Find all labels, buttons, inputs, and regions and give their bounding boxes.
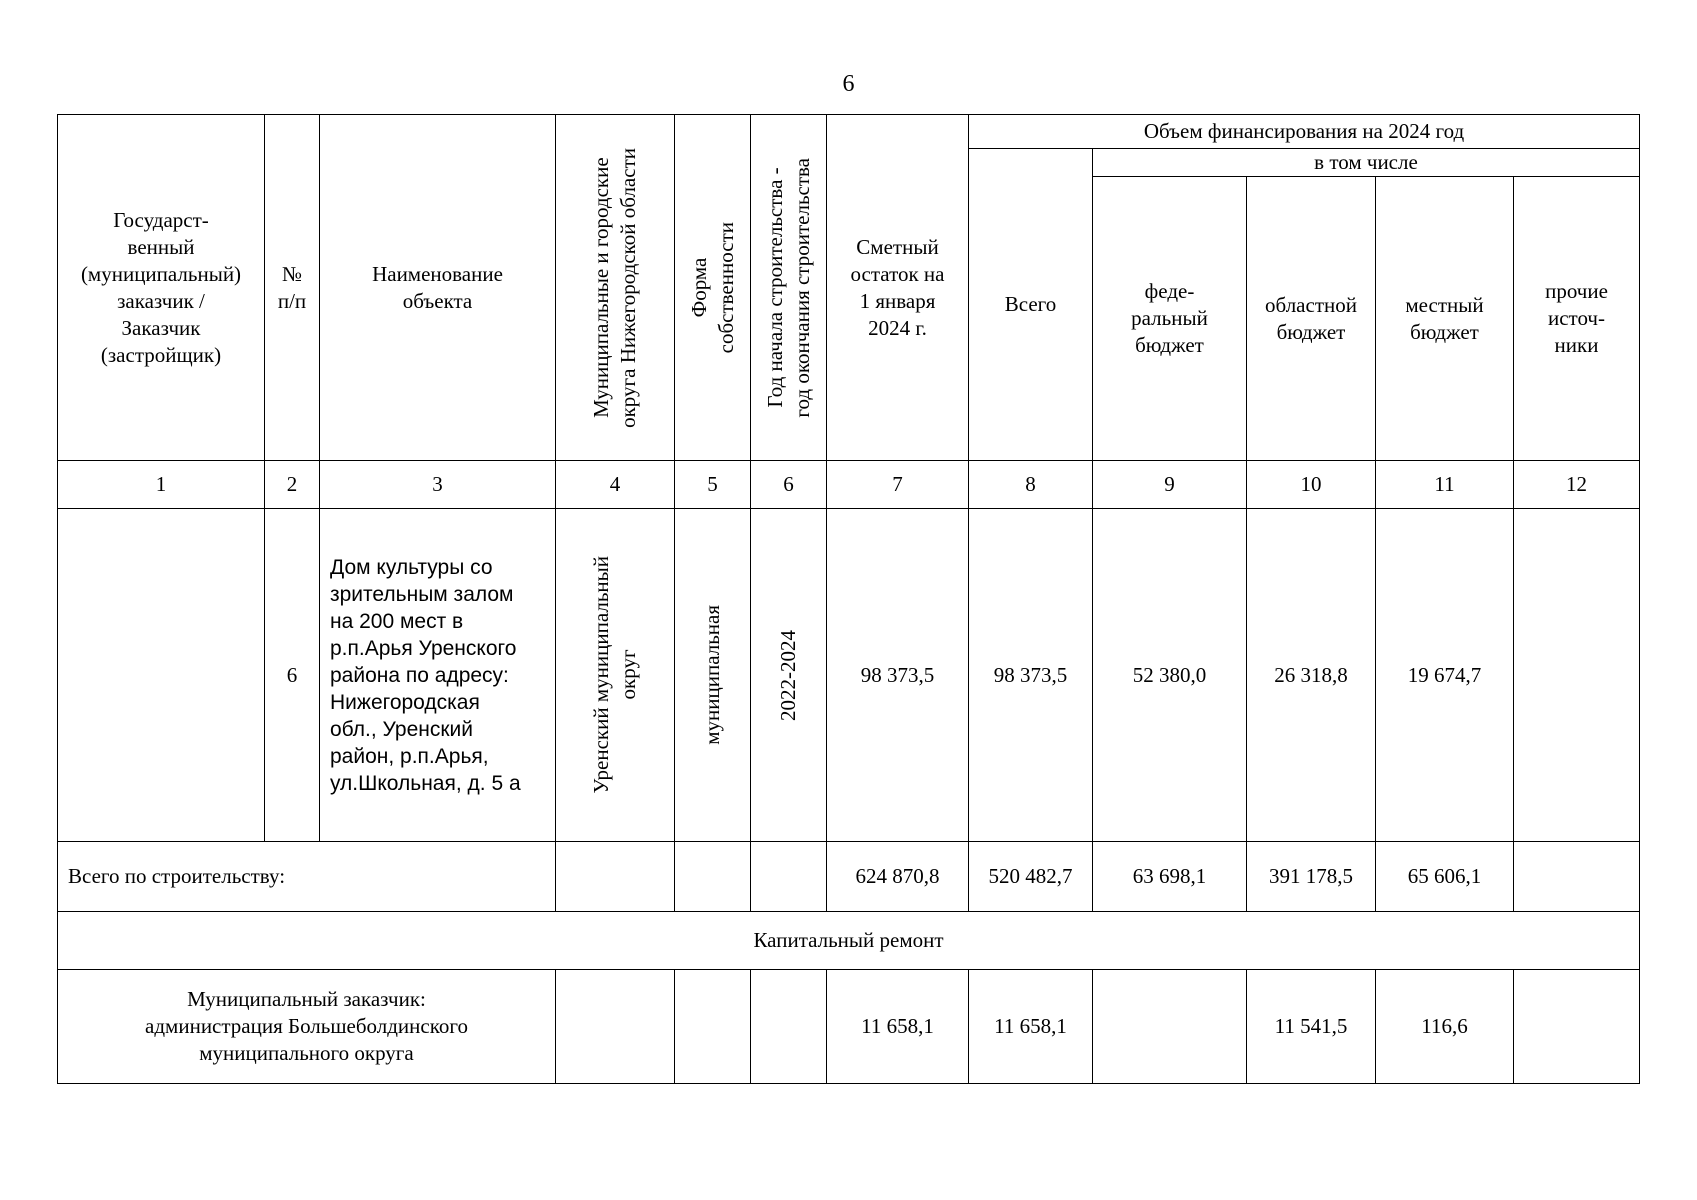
header-other: прочие источ- ники [1514, 177, 1640, 461]
customer-empty-cell [751, 970, 827, 1084]
page-number: 6 [842, 71, 855, 97]
financing-table [57, 114, 1640, 1084]
table-row-total [58, 842, 1640, 912]
object-years-text: 2022-2024 [776, 629, 800, 721]
customer-other-cell [1514, 970, 1640, 1084]
customer-empty-cell [556, 970, 675, 1084]
customer-total-cell: 11 658,1 [969, 970, 1093, 1084]
object-customer-cell [58, 509, 265, 842]
total-empty-cell [675, 842, 751, 912]
object-other-cell [1514, 509, 1640, 842]
header-municipality-text: Муниципальные и городские округа Нижегородской области [589, 147, 640, 428]
object-municipality-cell [556, 509, 675, 842]
total-regional-cell: 391 178,5 [1247, 842, 1376, 912]
customer-federal-cell [1093, 970, 1247, 1084]
object-years-cell [751, 509, 827, 842]
column-number: 9 [1093, 461, 1247, 509]
total-total-cell: 520 482,7 [969, 842, 1093, 912]
total-local-cell: 65 606,1 [1376, 842, 1514, 912]
customer-local-cell: 116,6 [1376, 970, 1514, 1084]
column-number: 12 [1514, 461, 1640, 509]
column-number: 7 [827, 461, 969, 509]
header-ownership [675, 115, 751, 461]
column-number: 5 [675, 461, 751, 509]
column-number: 2 [265, 461, 320, 509]
total-other-cell [1514, 842, 1640, 912]
header-total: Всего [969, 149, 1093, 461]
object-ownership-text: муниципальная [700, 605, 724, 745]
column-number: 8 [969, 461, 1093, 509]
object-local-cell: 19 674,7 [1376, 509, 1514, 842]
column-number: 10 [1247, 461, 1376, 509]
object-ownership-cell [675, 509, 751, 842]
header-federal: феде- ральный бюджет [1093, 177, 1247, 461]
total-federal-cell: 63 698,1 [1093, 842, 1247, 912]
column-number: 1 [58, 461, 265, 509]
column-number: 4 [556, 461, 675, 509]
object-total-cell: 98 373,5 [969, 509, 1093, 842]
header-years-text: Год начала строительства - год окончания строительства [762, 157, 814, 418]
column-number: 11 [1376, 461, 1514, 509]
object-number-cell: 6 [265, 509, 320, 842]
object-regional-cell: 26 318,8 [1247, 509, 1376, 842]
header-local: местный бюджет [1376, 177, 1514, 461]
object-estimate-cell: 98 373,5 [827, 509, 969, 842]
table-row-section [58, 912, 1640, 970]
customer-estimate-cell: 11 658,1 [827, 970, 969, 1084]
table-row-object [58, 509, 1640, 842]
object-municipality-text: Уренский муниципальный округ [589, 556, 640, 794]
object-name-cell: Дом культуры со зрительным залом на 200 мест в р.п.Арья Уренского района по адресу: Нижегородская обл., Уренский район, р.п.Арья, ул.Школьная, д. 5 а [320, 509, 556, 842]
customer-regional-cell: 11 541,5 [1247, 970, 1376, 1084]
header-ownership-text: Форма собственности [686, 221, 738, 354]
total-estimate-cell: 624 870,8 [827, 842, 969, 912]
customer-label: Муниципальный заказчик: администрация Большеболдинского муниципального округа [58, 970, 556, 1084]
header-object-name: Наименование объекта [320, 115, 556, 461]
total-label: Всего по строительству: [58, 842, 556, 912]
header-municipality [556, 115, 675, 461]
total-empty-cell [751, 842, 827, 912]
header-funding-title: Объем финансирования на 2024 год [969, 115, 1640, 149]
header-including: в том числе [1093, 149, 1640, 177]
header-number: № п/п [265, 115, 320, 461]
column-number: 6 [751, 461, 827, 509]
customer-empty-cell [675, 970, 751, 1084]
header-years [751, 115, 827, 461]
section-title: Капитальный ремонт [58, 912, 1640, 970]
header-regional: областной бюджет [1247, 177, 1376, 461]
header-customer: Государст- венный (муниципальный) заказчик / Заказчик (застройщик) [58, 115, 265, 461]
total-empty-cell [556, 842, 675, 912]
column-numbers-row [58, 461, 1640, 509]
table-row-customer [58, 970, 1640, 1084]
object-federal-cell: 52 380,0 [1093, 509, 1247, 842]
header-estimate: Сметный остаток на 1 января 2024 г. [827, 115, 969, 461]
column-number: 3 [320, 461, 556, 509]
